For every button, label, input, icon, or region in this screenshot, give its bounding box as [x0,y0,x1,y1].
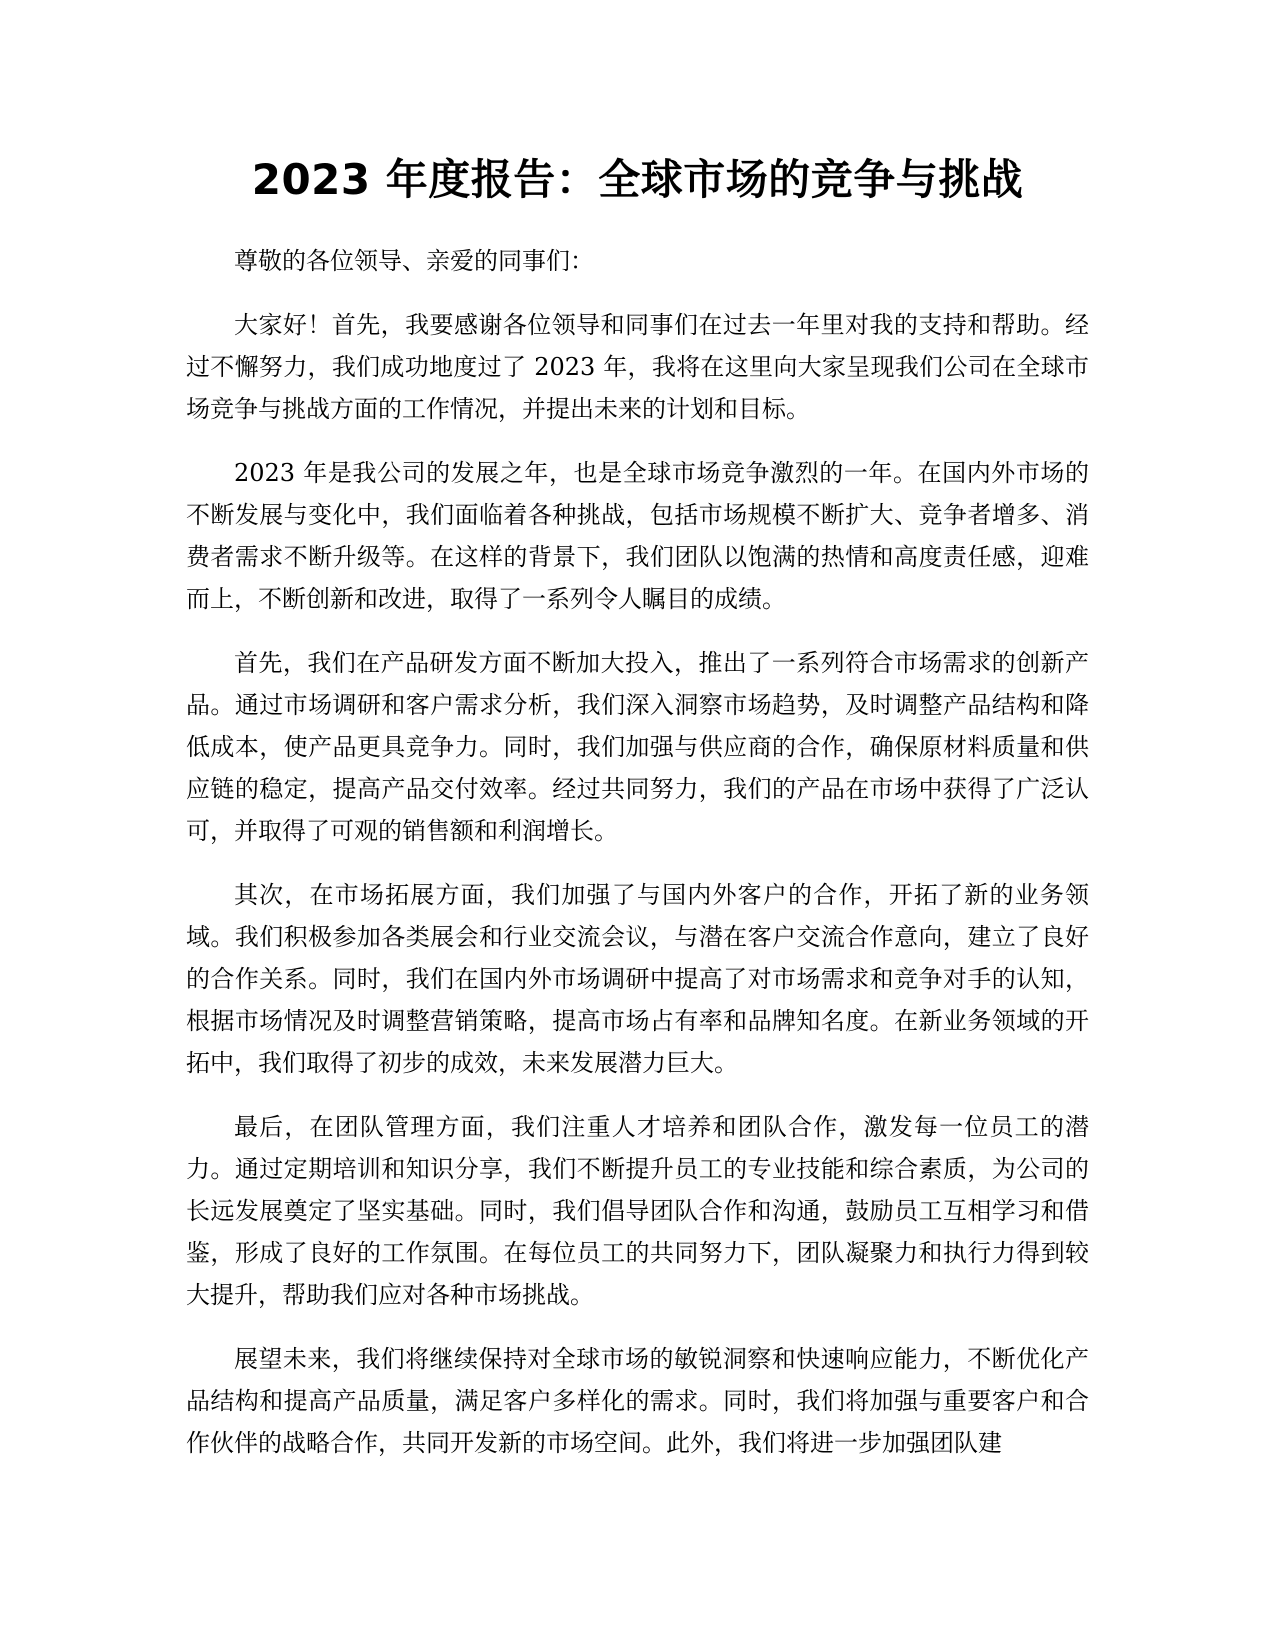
salutation-paragraph: 尊敬的各位领导、亲爱的同事们： [234,247,594,275]
overview-paragraph: 2023 年是我公司的发展之年，也是全球市场竞争激烈的一年。在国内外市场的不断发展与变化中，我们面临着各种挑战，包括市场规模不断扩大、竞争者增多、消费者需求不断升级等。在这样的背景下，我们团队以饱满的热情和高度责任感，迎难而上，不断创新和改进，取得了一系列令人瞩目的成绩。 [186,459,1089,613]
document-title: 2023 年度报告：全球市场的竞争与挑战 [251,155,1024,204]
team-paragraph: 最后，在团队管理方面，我们注重人才培养和团队合作，激发每一位员工的潜力。通过定期培训和知识分享，我们不断提升员工的专业技能和综合素质，为公司的长远发展奠定了坚实基础。同时，我们倡导团队合作和沟通，鼓励员工互相学习和借鉴，形成了良好的工作氛围。在每位员工的共同努力下，团队凝聚力和执行力得到较大提升，帮助我们应对各种市场挑战。 [186,1113,1089,1309]
market-paragraph: 其次，在市场拓展方面，我们加强了与国内外客户的合作，开拓了新的业务领域。我们积极参加各类展会和行业交流会议，与潜在客户交流合作意向，建立了良好的合作关系。同时，我们在国内外市场调研中提高了对市场需求和竞争对手的认知，根据市场情况及时调整营销策略，提高市场占有率和品牌知名度。在新业务领域的开拓中，我们取得了初步的成效，未来发展潜力巨大。 [186,881,1089,1077]
greeting-paragraph: 大家好！首先，我要感谢各位领导和同事们在过去一年里对我的支持和帮助。经过不懈努力，我们成功地度过了 2023 年，我将在这里向大家呈现我们公司在全球市场竞争与挑战方面的工作情况，并提出未来的计划和目标。 [186,311,1089,423]
document-body [186,240,1089,1486]
outlook-paragraph: 展望未来，我们将继续保持对全球市场的敏锐洞察和快速响应能力，不断优化产品结构和提高产品质量，满足客户多样化的需求。同时，我们将加强与重要客户和合作伙伴的战略合作，共同开发新的市场空间。此外，我们将进一步加强团队建 [186,1345,1089,1457]
product-paragraph: 首先，我们在产品研发方面不断加大投入，推出了一系列符合市场需求的创新产品。通过市场调研和客户需求分析，我们深入洞察市场趋势，及时调整产品结构和降低成本，使产品更具竞争力。同时，我们加强与供应商的合作，确保原材料质量和供应链的稳定，提高产品交付效率。经过共同努力，我们的产品在市场中获得了广泛认可，并取得了可观的销售额和利润增长。 [186,649,1089,845]
